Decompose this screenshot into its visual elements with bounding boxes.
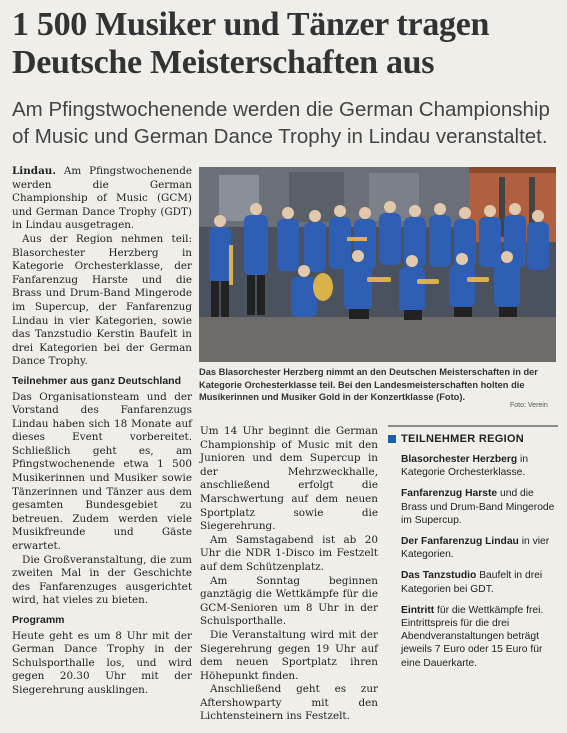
info-item <box>401 453 558 479</box>
info-item-bold: Der Fanfarenzug Lindau <box>401 536 519 548</box>
info-item <box>401 569 558 595</box>
info-item-text: in vier Kategorien. <box>401 536 550 561</box>
paragraph-sunday: Am Sonntag beginnen ganztägig die Wettkämpfe für die GCM-Senioren um 8 Uhr in der Schulsporthalle. <box>200 574 378 628</box>
info-box-title-text: TEILNEHMER REGION <box>401 433 525 445</box>
paragraph-program-start: Heute geht es um 8 Uhr mit der German Dance Trophy in der Schulsporthalle los, und wird gegen 20.30 Uhr mit der Siegerehrung ausklingen. <box>12 629 192 696</box>
article-column-left <box>12 165 192 698</box>
info-item-bold: Fanfarenzug Harste <box>401 488 498 500</box>
info-item-text: in Kategorie Orchesterklasse. <box>401 454 529 479</box>
paragraph-disco: Am Samstagabend ist ab 20 Uhr die NDR 1-Disco im Festzelt auf dem Schützenplatz. <box>200 533 378 573</box>
info-item <box>401 535 558 561</box>
photo-caption: Das Blasorchester Herzberg nimmt an den Deutschen Meisterschaften in der Kategorie Orchesterklasse teil. Bei den Landesmeisterschaften holten die Musikerinnen und Musiker Gold in der Konzertklasse (Foto). <box>199 367 538 403</box>
paragraph-gcm: Um 14 Uhr beginnt die German Championship of Music mit den Junioren und dem Supercup in der Mehrzweckhalle, anschließend erfolgt die Marschwertung auf dem neuen Sportplatz sowie die Siegerehrung. <box>200 425 378 533</box>
paragraph-organisation: Das Organisationsteam und der Vorstand des Fanfarenzugs Lindau haben sich 18 Monate auf dieses Event vorbereitet. Schließlich geht es, am Pfingstwochenende etwa 1 500 Musikerinnen und Musiker sowie Tänzerinnen und Tänzer aus dem gesamten Bundesgebiet zu betreuen. Zudem werden viele Musikfreunde und Gäste erwartet. <box>12 390 192 553</box>
info-box-title <box>388 433 558 445</box>
info-item-text: Baufelt in drei Kategorien bei GDT. <box>401 570 543 595</box>
photo-credit: Foto: Verein <box>510 402 548 409</box>
paragraph-event: Die Großveranstaltung, die zum zweiten Mal in der Geschichte des Fanfarenzuges ausgerichtet wird, hat vieles zu bieten. <box>12 553 192 607</box>
headline: 1 500 Musiker und Tänzer tragen Deutsche Meisterschaften aus <box>12 6 490 81</box>
lead-text: Am Pfingstwochenende werden die German Championship of Music (GCM) und German Dance Trophy (GDT) in Lindau ausgetragen. <box>12 165 192 232</box>
info-item <box>401 604 558 670</box>
info-item <box>401 487 558 527</box>
info-item-bold: Eintritt <box>401 604 435 616</box>
info-item-text: und die Brass und Drum-Band Mingerode im Supercup. <box>401 488 555 526</box>
info-box <box>388 425 558 707</box>
paragraph-participants: Aus der Region nehmen teil: Blasorchester Herzberg in Kategorie Orchesterklasse, der Fanfarenzug Harste und die Brass und Drum-Band Mingerode im Supercup, der Fanfarenzug Lindau in vier Kategorien, sowie das Tanzstudio Kerstin Baufelt in drei Kategorien bei der German Dance Trophy. <box>12 232 192 368</box>
square-bullet-icon <box>388 435 396 443</box>
subheadline: Am Pfingstwochenende werden die German Championship of Music und German Dance Trophy in Lindau veranstaltet. <box>12 98 550 148</box>
dateline: Lindau. <box>12 165 56 177</box>
paragraph-aftershow: Anschließend geht es zur Aftershowparty mit den Lichtensteinern ins Festzelt. <box>200 683 378 723</box>
subheading-program: Programm <box>12 614 65 626</box>
band-photo <box>199 167 556 362</box>
lead-paragraph <box>12 165 192 233</box>
info-item-text: für die Wettkämpfe frei. Eintrittspreis für die drei Abendveranstaltungen beträgt jeweils 7 Euro oder 15 Euro für eine Dauerkarte. <box>401 604 544 669</box>
paragraph-ceremony: Die Veranstaltung wird mit der Siegerehrung gegen 19 Uhr auf dem neuen Sportplatz ihren Höhepunkt finden. <box>200 628 378 682</box>
subheading-participants: Teilnehmer aus ganz Deutschland <box>12 374 182 387</box>
band-photo-image <box>199 167 556 362</box>
info-item-bold: Das Tanzstudio <box>401 570 477 582</box>
article-column-middle <box>200 425 378 724</box>
info-item-bold: Blasorchester Herzberg <box>401 454 518 465</box>
